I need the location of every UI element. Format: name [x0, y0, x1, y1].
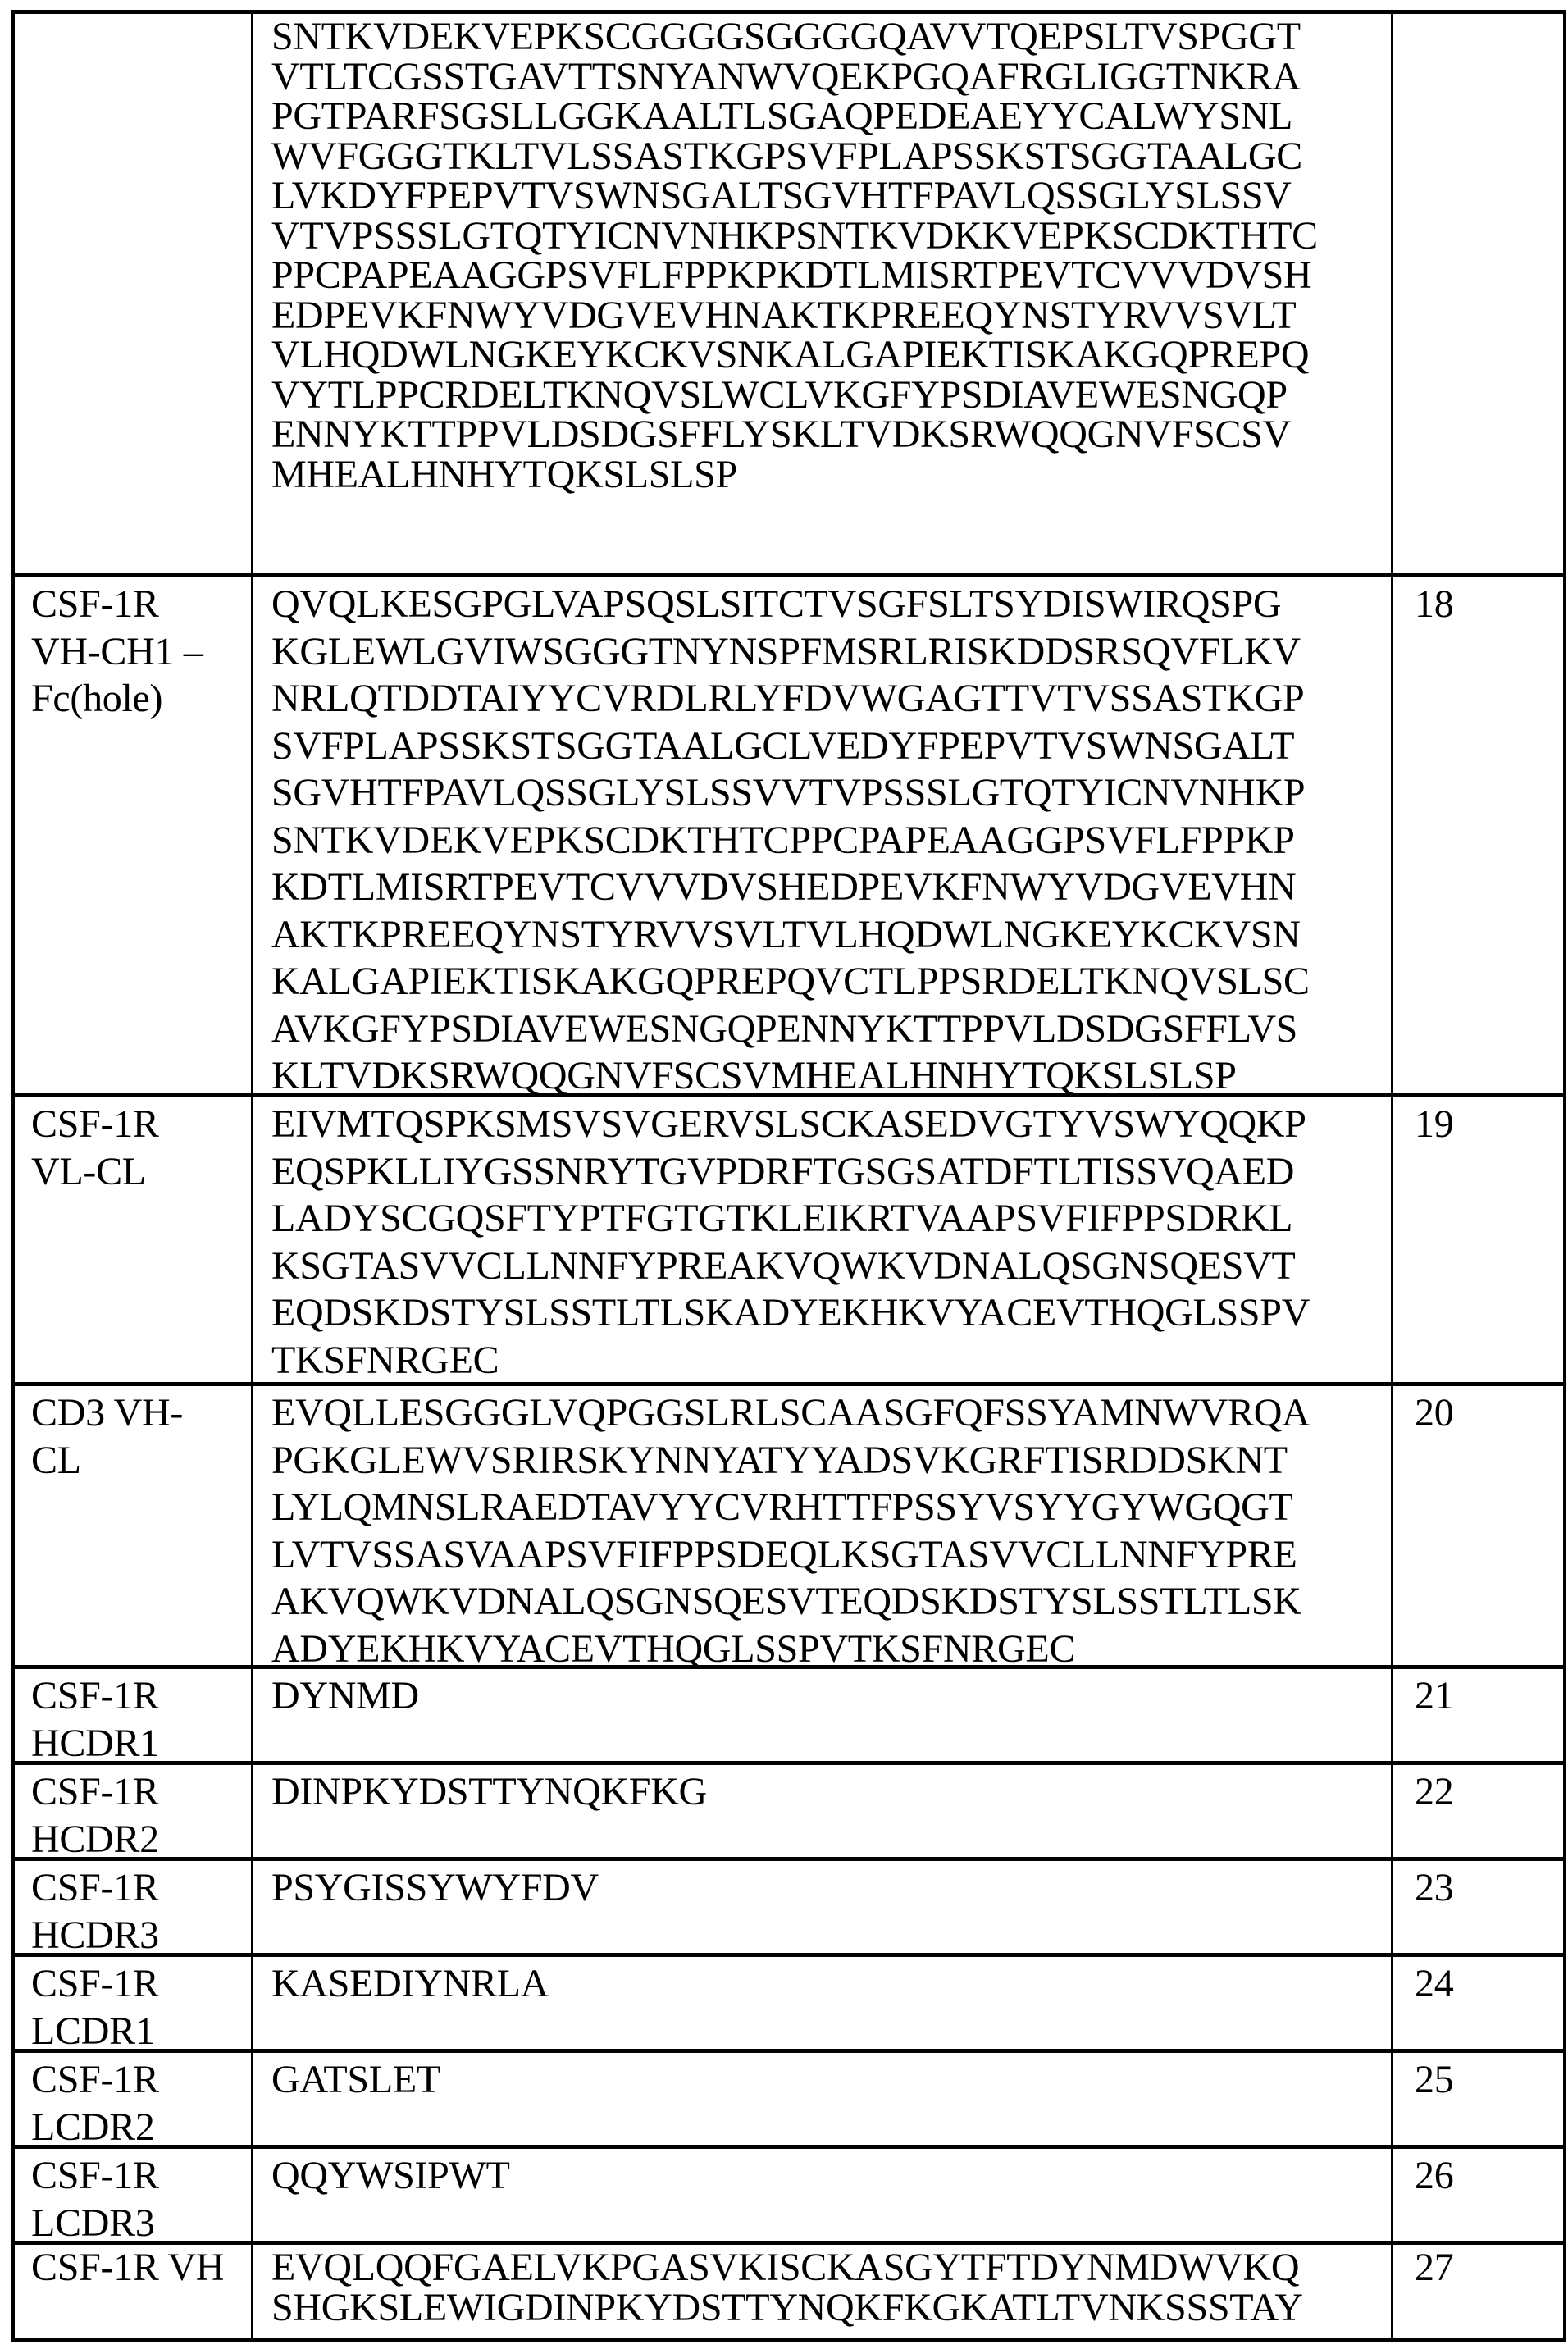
sequence-line: ENNYKTTPPVLDSDGSFFLYSKLTVDKSRWQQGNVFSCSV — [271, 415, 1391, 455]
seq-id-number: 27 — [1415, 2248, 1563, 2288]
sequence-name-line: CSF-1R — [31, 2152, 251, 2200]
sequence-cell — [253, 2149, 1393, 2241]
sequence-name-cell — [15, 2245, 253, 2338]
seq-id-cell — [1393, 2245, 1563, 2338]
sequence-name-line: LCDR2 — [31, 2104, 251, 2151]
seq-id-cell — [1393, 577, 1563, 1093]
sequence-line: KDTLMISRTPEVTCVVVDVSHEDPEVKFNWYVDGVEVHN — [271, 864, 1391, 911]
sequence-name-line: CL — [31, 1437, 251, 1485]
sequence-line: NRLQTDDTAIYYCVRDLRLYFDVWGAGTTVTVSSASTKGP — [271, 675, 1391, 723]
table-row — [15, 1861, 1563, 1957]
sequence-line: TKSFNRGEC — [271, 1337, 1391, 1384]
sequence-name-line: CSF-1R — [31, 2056, 251, 2104]
sequence-line: PGKGLEWVSRIRSKYNNYATYYADSVKGRFTISRDDSKNT — [271, 1437, 1391, 1485]
sequence-line: SHGKSLEWIGDINPKYDSTTYNQKFKGKATLTVNKSSSTAY — [271, 2288, 1391, 2328]
sequence-name-line: CSF-1R — [31, 1672, 251, 1720]
sequence-name-line: CD3 VH- — [31, 1389, 251, 1437]
table-row — [15, 2149, 1563, 2245]
sequence-name-line: HCDR2 — [31, 1816, 251, 1863]
seq-id-number: 25 — [1415, 2056, 1563, 2104]
sequence-name-cell — [15, 14, 253, 573]
sequence-line: EQDSKDSTYSLSSTLTLSKADYEKHKVYACEVTHQGLSSPV — [271, 1289, 1391, 1337]
sequence-cell — [253, 1386, 1393, 1665]
sequence-line: EDPEVKFNWYVDGVEVHNAKTKPREEQYNSTYRVVSVLT — [271, 296, 1391, 336]
sequence-line: SNTKVDEKVEPKSCDKTHTCPPCPAPEAAGGPSVFLFPPKP — [271, 817, 1391, 864]
seq-id-number: 23 — [1415, 1864, 1563, 1912]
sequence-name-line: LCDR1 — [31, 2008, 251, 2055]
sequence-line: VYTLPPCRDELTKNQVSLWCLVKGFYPSDIAVEWESNGQP — [271, 376, 1391, 416]
sequence-name-line: HCDR1 — [31, 1720, 251, 1767]
sequence-line: KASEDIYNRLA — [271, 1960, 1391, 2008]
sequence-line: PPCPAPEAAGGPSVFLFPPKPKDTLMISRTPEVTCVVVDVSH — [271, 256, 1391, 296]
table-row — [15, 2053, 1563, 2149]
seq-id-number: 24 — [1415, 1960, 1563, 2008]
sequence-name-line: CSF-1R — [31, 1101, 251, 1148]
sequence-name-cell — [15, 1861, 253, 1953]
sequence-name-line: CSF-1R VH — [31, 2248, 251, 2288]
sequence-cell — [253, 14, 1393, 573]
table-row — [15, 1097, 1563, 1386]
sequence-cell — [253, 2245, 1393, 2338]
sequence-name-cell — [15, 1097, 253, 1382]
sequence-name-cell — [15, 1669, 253, 1761]
sequence-name-line: CSF-1R — [31, 1768, 251, 1816]
sequence-name-cell — [15, 2053, 253, 2145]
table-row — [15, 1386, 1563, 1669]
sequence-line: GATSLET — [271, 2056, 1391, 2104]
sequence-line: WVFGGGTKLTVLSSASTKGPSVFPLAPSSKSTSGGTAALGC — [271, 137, 1391, 177]
seq-id-number: 22 — [1415, 1768, 1563, 1816]
sequence-table — [11, 10, 1566, 2342]
sequence-name-line: CSF-1R — [31, 581, 251, 628]
sequence-line: KSGTASVVCLLNNFYPREAKVQWKVDNALQSGNSQESVT — [271, 1243, 1391, 1290]
sequence-line: DINPKYDSTTYNQKFKG — [271, 1768, 1391, 1816]
sequence-line: EVQLLESGGGLVQPGGSLRLSCAASGFQFSSYAMNWVRQA — [271, 1389, 1391, 1437]
seq-id-number: 20 — [1415, 1389, 1563, 1437]
table-row — [15, 1957, 1563, 2053]
sequence-line: KALGAPIEKTISKAKGQPREPQVCTLPPSRDELTKNQVSLSC — [271, 958, 1391, 1006]
table-row — [15, 1669, 1563, 1765]
sequence-name-cell — [15, 577, 253, 1093]
table-row — [15, 14, 1563, 577]
sequence-cell — [253, 1861, 1393, 1953]
sequence-name-cell — [15, 1957, 253, 2049]
sequence-line: AVKGFYPSDIAVEWESNGQPENNYKTTPPVLDSDGSFFLVS — [271, 1006, 1391, 1053]
sequence-line: LVKDYFPEPVTVSWNSGALTSGVHTFPAVLQSSGLYSLSSV — [271, 176, 1391, 217]
seq-id-cell — [1393, 1861, 1563, 1953]
table-row — [15, 577, 1563, 1097]
sequence-line: SGVHTFPAVLQSSGLYSLSSVVTVPSSSLGTQTYICNVNHKP — [271, 769, 1391, 817]
table-row — [15, 1765, 1563, 1861]
sequence-name-line: LCDR3 — [31, 2200, 251, 2247]
sequence-line: KLTVDKSRWQQGNVFSCSVMHEALHNHYTQKSLSLSP — [271, 1052, 1391, 1100]
seq-id-number: 18 — [1415, 581, 1563, 628]
sequence-line: DYNMD — [271, 1672, 1391, 1720]
sequence-name-cell — [15, 2149, 253, 2241]
sequence-line: QQYWSIPWT — [271, 2152, 1391, 2200]
seq-id-cell — [1393, 14, 1563, 573]
sequence-line: PSYGISSYWYFDV — [271, 1864, 1391, 1912]
sequence-line: SVFPLAPSSKSTSGGTAALGCLVEDYFPEPVTVSWNSGALT — [271, 723, 1391, 770]
table-row — [15, 2245, 1563, 2342]
seq-id-cell — [1393, 1957, 1563, 2049]
sequence-line: EQSPKLLIYGSSNRYTGVPDRFTGSGSATDFTLTISSVQAED — [271, 1148, 1391, 1196]
sequence-cell — [253, 1097, 1393, 1382]
sequence-line: AKVQWKVDNALQSGNSQESVTEQDSKDSTYSLSSTLTLSK — [271, 1578, 1391, 1626]
sequence-name-cell — [15, 1386, 253, 1665]
sequence-line: LYLQMNSLRAEDTAVYYCVRHTTFPSSYVSYYGYWGQGT — [271, 1484, 1391, 1531]
seq-id-cell — [1393, 2053, 1563, 2145]
sequence-line: VTVPSSSLGTQTYICNVNHKPSNTKVDKKVEPKSCDKTHTC — [271, 217, 1391, 257]
sequence-line: SNTKVDEKVEPKSCGGGGSGGGGQAVVTQEPSLTVSPGGT — [271, 17, 1391, 57]
seq-id-number: 26 — [1415, 2152, 1563, 2200]
seq-id-cell — [1393, 1765, 1563, 1857]
sequence-name-line: CSF-1R — [31, 1864, 251, 1912]
sequence-cell — [253, 1957, 1393, 2049]
sequence-name-cell — [15, 1765, 253, 1857]
sequence-line: AKTKPREEQYNSTYRVVSVLTVLHQDWLNGKEYKCKVSN — [271, 911, 1391, 959]
sequence-line: QVQLKESGPGLVAPSQSLSITCTVSGFSLTSYDISWIRQSPG — [271, 581, 1391, 628]
sequence-cell — [253, 1765, 1393, 1857]
sequence-name-line: HCDR3 — [31, 1912, 251, 1959]
sequence-name-line: CSF-1R — [31, 1960, 251, 2008]
sequence-line: VLHQDWLNGKEYKCKVSNKALGAPIEKTISKAKGQPREPQ — [271, 335, 1391, 376]
seq-id-cell — [1393, 1097, 1563, 1382]
sequence-name-line: Fc(hole) — [31, 675, 251, 723]
sequence-cell — [253, 1669, 1393, 1761]
sequence-cell — [253, 577, 1393, 1093]
seq-id-number: 21 — [1415, 1672, 1563, 1720]
sequence-name-line: VH-CH1 – — [31, 628, 251, 676]
sequence-cell — [253, 2053, 1393, 2145]
sequence-name-line: VL-CL — [31, 1148, 251, 1196]
sequence-line: VTLTCGSSTGAVTTSNYANWVQEKPGQAFRGLIGGTNKRA — [271, 57, 1391, 98]
seq-id-number: 19 — [1415, 1101, 1563, 1148]
seq-id-cell — [1393, 2149, 1563, 2241]
sequence-line: LVTVSSASVAAPSVFIFPPSDEQLKSGTASVVCLLNNFYPRE — [271, 1531, 1391, 1579]
seq-id-cell — [1393, 1669, 1563, 1761]
sequence-line: KGLEWLGVIWSGGGTNYNSPFMSRLRISKDDSRSQVFLKV — [271, 628, 1391, 676]
sequence-line: MHEALHNHYTQKSLSLSP — [271, 455, 1391, 495]
sequence-line: PGTPARFSGSLLGGKAALTLSGAQPEDEAEYYCALWYSNL — [271, 97, 1391, 137]
sequence-line: ADYEKHKVYACEVTHQGLSSPVTKSFNRGEC — [271, 1626, 1391, 1673]
sequence-line: LADYSCGQSFTYPTFGTGTKLEIKRTVAAPSVFIFPPSDRKL — [271, 1195, 1391, 1243]
sequence-line: EVQLQQFGAELVKPGASVKISCKASGYTFTDYNMDWVKQ — [271, 2248, 1391, 2288]
seq-id-cell — [1393, 1386, 1563, 1665]
sequence-line: EIVMTQSPKSMSVSVGERVSLSCKASEDVGTYVSWYQQKP — [271, 1101, 1391, 1148]
